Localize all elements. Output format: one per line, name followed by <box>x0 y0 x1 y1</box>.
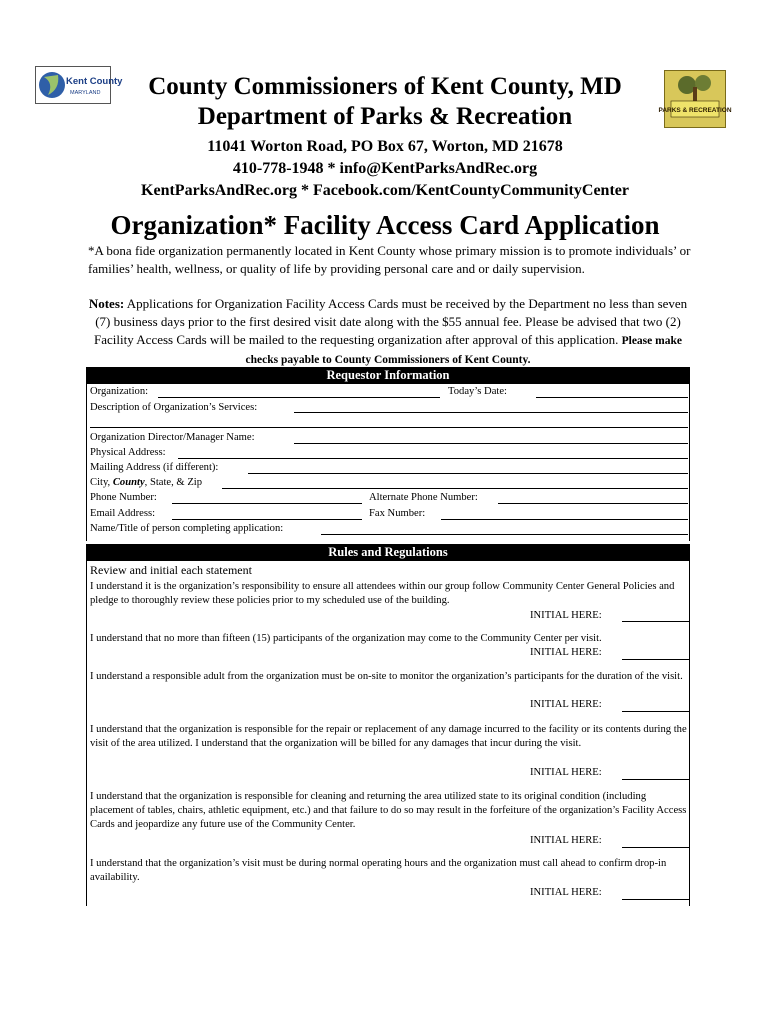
rule-3-initial-field[interactable] <box>622 711 690 712</box>
logo-left-subtext: MARYLAND <box>70 90 101 96</box>
organization-field[interactable] <box>158 397 440 398</box>
description-field[interactable] <box>294 412 688 413</box>
rule-6-initial-field[interactable] <box>622 899 690 900</box>
city-field[interactable] <box>222 488 688 489</box>
rules-box-left <box>86 561 87 906</box>
rule-5-initial-field[interactable] <box>622 847 690 848</box>
email-label: Email Address: <box>90 508 156 519</box>
rule-4-initial-field[interactable] <box>622 779 690 780</box>
rule-3-initial-label: INITIAL HERE: <box>530 699 602 710</box>
rule-4-initial-label: INITIAL HERE: <box>530 767 602 778</box>
alt-phone-field[interactable] <box>498 503 688 504</box>
notes-label: Notes: <box>88 296 125 311</box>
notes-text: Applications for Organization Facility Access Cards must be received by the Department no less than seven (7) business days prior to the first desired visit date along with the $55 annual fee. Please be advised that two (2) Facility Access Cards will be mailed to the requesting organization after approval of this application. <box>94 296 688 347</box>
rule-2-initial-label: INITIAL HERE: <box>530 647 602 658</box>
description-label: Description of Organization’s Services: <box>90 402 258 413</box>
city-label <box>90 476 202 489</box>
intro-footnote: *A bona fide organization permanently located in Kent County whose primary mission is to promote individuals’ or families’ health, wellness, or quality of life by providing personal care and or daily supervision. <box>88 243 691 276</box>
rule-4-text: I understand that the organization is responsible for the repair or replacement of any damage incurred to the facility or its contents during the visit of the area utilized. I understand that the organization will be billed for any damages that incur during the visit. <box>90 724 687 749</box>
fax-label: Fax Number: <box>369 508 426 519</box>
name-title-label: Name/Title of person completing application: <box>90 523 284 534</box>
intro-notes <box>84 295 692 369</box>
rules-box-right <box>689 561 690 906</box>
city-label-county: County <box>112 477 145 488</box>
rule-5-initial-label: INITIAL HERE: <box>530 835 602 846</box>
header-address: 11041 Worton Road, PO Box 67, Worton, MD 21678 <box>207 138 563 155</box>
notes-bold: Please make checks payable to County Commissioners of Kent County. <box>245 335 682 366</box>
rule-1-initial-field[interactable] <box>622 621 690 622</box>
director-field[interactable] <box>294 443 688 444</box>
physical-address-label: Physical Address: <box>90 447 166 458</box>
phone-field[interactable] <box>172 503 362 504</box>
alt-phone-label: Alternate Phone Number: <box>369 492 478 503</box>
physical-address-field[interactable] <box>178 458 688 459</box>
header-commissioners: County Commissioners of Kent County, MD <box>148 73 622 100</box>
phone-label: Phone Number: <box>90 492 157 503</box>
logo-left-text: Kent County <box>66 76 123 87</box>
fax-field[interactable] <box>441 519 688 520</box>
rule-1-initial-label: INITIAL HERE: <box>530 610 602 621</box>
header-web: KentParksAndRec.org * Facebook.com/KentCountyCommunityCenter <box>141 182 629 199</box>
rule-3-text: I understand a responsible adult from the organization must be on-site to monitor the organization’s participants for the duration of the visit. <box>90 671 683 682</box>
rules-subheading: Review and initial each statement <box>90 563 252 577</box>
name-title-field[interactable] <box>321 534 688 535</box>
rule-1-text: I understand it is the organization’s responsibility to ensure all attendees within our group follow Community Center General Policies and pledge to thoroughly review these policies prior to my scheduled use of the building. <box>90 581 675 606</box>
rule-2-initial-field[interactable] <box>622 659 690 660</box>
organization-label: Organization: <box>90 386 149 397</box>
rule-5-text: I understand that the organization is responsible for cleaning and returning the area utilized state to its original condition (including placement of tables, chairs, athletic equipment, etc.) and that failure to do so may result in the forfeiture of the organization’s Facility Access Cards and jeopardize any future use of the Community Center. <box>90 791 687 830</box>
description-field-2[interactable] <box>90 427 688 428</box>
rule-6-initial-label: INITIAL HERE: <box>530 887 602 898</box>
todays-date-label: Today’s Date: <box>448 386 507 397</box>
page-title: Organization* Facility Access Card Application <box>110 210 660 240</box>
requestor-heading: Requestor Information <box>86 367 690 384</box>
rule-6-text: I understand that the organization’s visit must be during normal operating hours and the organization must call ahead to confirm drop-in availability. <box>90 858 667 883</box>
rules-heading: Rules and Regulations <box>86 544 690 561</box>
mailing-address-label: Mailing Address (if different): <box>90 462 219 473</box>
header-department: Department of Parks & Recreation <box>197 103 573 130</box>
requestor-box-right <box>689 384 690 541</box>
todays-date-field[interactable] <box>536 397 688 398</box>
requestor-box-left <box>86 384 87 541</box>
logo-right-text: PARKS & RECREATION <box>658 107 732 114</box>
email-field[interactable] <box>172 519 362 520</box>
director-label: Organization Director/Manager Name: <box>90 432 255 443</box>
header-contact: 410-778-1948 * info@KentParksAndRec.org <box>232 160 538 177</box>
city-label-post: , State, & Zip <box>144 477 203 488</box>
rule-2-text: I understand that no more than fifteen (15) participants of the organization may come to the Community Center per visit. <box>90 633 602 644</box>
mailing-address-field[interactable] <box>248 473 688 474</box>
city-label-pre: City, <box>90 477 113 488</box>
